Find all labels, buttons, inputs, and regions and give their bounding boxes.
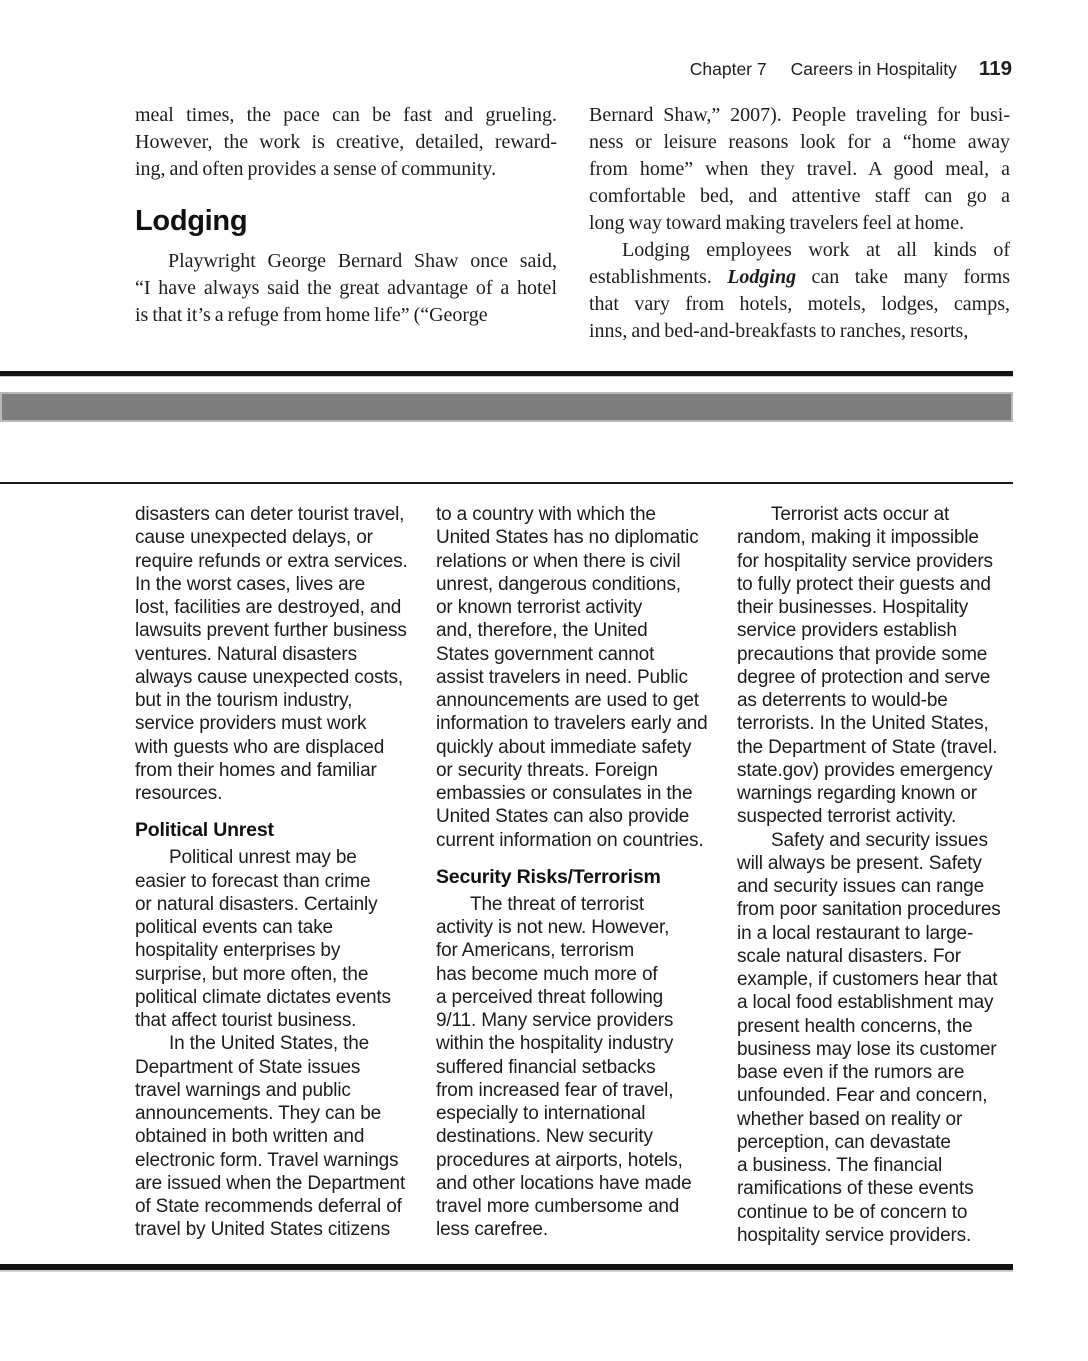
feature-column-3: [737, 503, 1025, 1247]
section-heading-lodging: Lodging: [135, 205, 248, 237]
feature-col1-paragraph-3: In the United States, the Department of State issues travel warnings and public announcements. They can be obtained in both written and electronic form. Travel warnings are issued when the Department of State recommends deferral of travel by United States citizens: [135, 1033, 406, 1241]
intro-left-paragraph-2: Playwright George Bernard Shaw once said, “I have always said the great advantage of a hotel is that it’s a refuge from home life” (“George: [135, 250, 557, 326]
feature-box-gray-band: [0, 392, 1013, 422]
heading-political-unrest: Political Unrest: [135, 819, 274, 842]
divider-rule-middle: [0, 482, 1013, 484]
feature-column-2: [436, 503, 724, 1242]
chapter-label: Chapter 7: [689, 59, 767, 79]
feature-col3-paragraph-2: Safety and security issues will always be present. Safety and security issues can range from poor sanitation procedures in a local restaurant to large- scale natural disasters. For example, if customers hear that a local food establishment may present health concerns, the business may lose its customer base even if the rumors are unfounded. Fear and concern, whether based on reality or perception, can devastate a business. The financial ramifications of these events continue to be of concern to hospitality service providers.: [737, 829, 1001, 1246]
page-number: 119: [978, 57, 1012, 80]
divider-rule-bottom: [0, 1264, 1013, 1270]
feature-column-1: [135, 503, 423, 1242]
feature-col2-paragraph-2: The threat of terrorist activity is not new. However, for Americans, terrorism has become much more of a perceived threat following 9/11. Many service providers within the hospitality industry suffered financial setbacks from increased fear of travel, especially to international destinations. New security procedures at airports, hotels, and other locations have made travel more cumbersome and less carefree.: [436, 893, 692, 1241]
heading-security-risks-terrorism: Security Risks/Terrorism: [436, 865, 661, 888]
feature-col3-paragraph-1: Terrorist acts occur at random, making it impossible for hospitality service providers to fully protect their guests and their businesses. Hospitality service providers establish precautions that provide some degree of protection and serve as deterrents to would-be terrorists. In the United States, the Department of State (travel. state.gov) provides emergency warnings regarding known or suspected terrorist activity.: [737, 504, 998, 828]
chapter-title: Careers in Hospitality: [790, 59, 957, 79]
feature-col2-paragraph-1: to a country with which the United States has no diplomatic relations or when there is civil unrest, dangerous conditions, or known terrorist activity and, therefore, the United States government cannot assist travelers in need. Public announcements are used to get information to travelers early and quickly about immediate safety or security threats. Foreign embassies or consulates in the United States can also provide current information on countries.: [436, 504, 708, 851]
intro-left-paragraph-1: meal times, the pace can be fast and grueling. However, the work is creative, detailed, reward- ing, and often provides a sense of community.: [135, 104, 557, 180]
feature-col1-paragraph-1: disasters can deter tourist travel, cause unexpected delays, or require refunds or extra services. In the worst cases, lives are lost, facilities are destroyed, and lawsuits prevent further business ventures. Natural disasters always cause unexpected costs, but in the tourism industry, service providers must work with guests who are displaced from their homes and familiar resources.: [135, 504, 408, 804]
intro-right-column: [589, 102, 1010, 345]
intro-left-column: [135, 102, 557, 329]
page-header: [690, 57, 1012, 81]
intro-right-paragraph-1: Bernard Shaw,” 2007). People traveling for busi- ness or leisure reasons look for a “home away from home” when they travel. A good meal, a comfortable bed, and attentive staff can go a long way toward making travelers feel at home.: [589, 104, 1010, 234]
intro-right-paragraph-2: Lodging employees work at all kinds of establishments. Lodging can take many forms that vary from hotels, motels, lodges, camps, inns, and bed-and-breakfasts to ranches, resorts,: [589, 239, 1010, 342]
feature-col1-paragraph-2: Political unrest may be easier to forecast than crime or natural disasters. Certainly political events can take hospitality enterprises by surprise, but more often, the political climate dictates events that affect tourist business.: [135, 847, 391, 1031]
divider-rule-top: [0, 371, 1013, 376]
